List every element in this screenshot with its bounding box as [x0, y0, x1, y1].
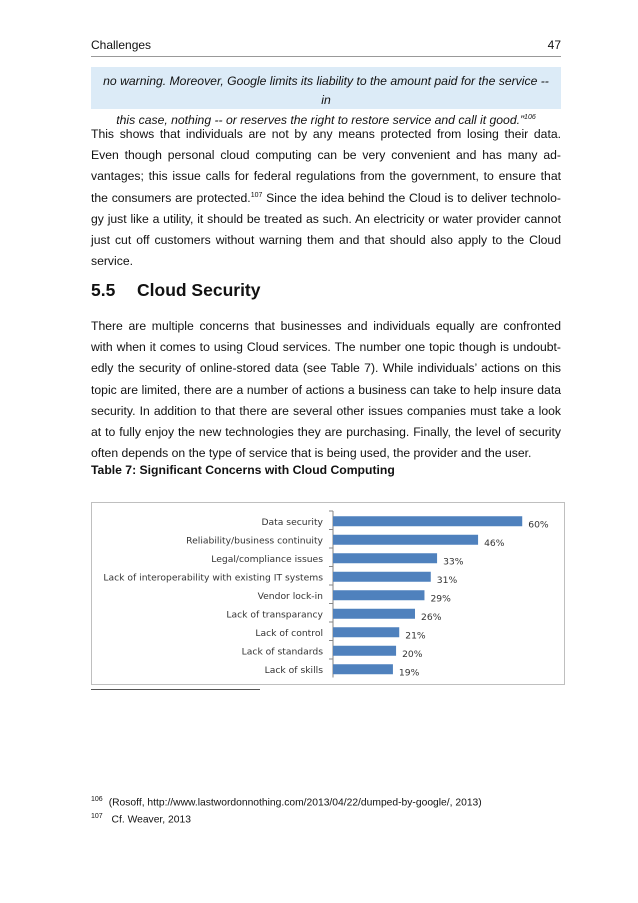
concerns-bar-chart — [92, 503, 566, 686]
bar-data-security — [333, 516, 522, 526]
paragraph-data-protection — [91, 124, 561, 272]
value-label-vendor-lock-in: 29% — [430, 593, 451, 605]
bar-lack-of-interoperability-with-existing-it-systems — [333, 572, 431, 582]
value-label-reliability-business-continuity: 46% — [484, 537, 505, 549]
bar-lack-of-skills — [333, 664, 393, 674]
section-title: Cloud Security — [137, 280, 261, 300]
category-label-lack-of-transparancy: Lack of transparancy — [226, 609, 323, 621]
category-label-reliability-business-continuity: Reliability/business continuity — [186, 535, 323, 547]
footnote-107-text: Cf. Weaver, 2013 — [108, 814, 191, 826]
quote-footnote-ref[interactable]: 106 — [524, 114, 536, 121]
bar-reliability-business-continuity — [333, 535, 478, 545]
section-heading — [91, 280, 261, 301]
table-caption: Table 7: Significant Concerns with Cloud Computing — [91, 463, 395, 477]
bar-vendor-lock-in — [333, 590, 424, 600]
value-label-legal-compliance-issues: 33% — [443, 556, 464, 568]
quote-line-2-text: this case, nothing -- or reserves the right to restore service and call it good.” — [116, 113, 525, 128]
value-label-lack-of-interoperability-with-existing-it-systems: 31% — [436, 574, 458, 586]
value-label-lack-of-transparancy: 26% — [421, 611, 442, 623]
category-label-legal-compliance-issues: Legal/compliance issues — [211, 553, 323, 565]
bar-lack-of-standards — [333, 646, 396, 656]
footnote-divider — [91, 689, 260, 690]
value-label-data-security: 60% — [528, 519, 549, 531]
category-label-data-security: Data security — [261, 516, 323, 528]
footnote-106 — [91, 793, 482, 810]
header-divider — [91, 56, 561, 57]
bar-lack-of-control — [333, 627, 399, 637]
category-label-lack-of-interoperability-with-existing-it-systems: Lack of interoperability with existing IT systems — [103, 572, 323, 584]
category-label-lack-of-standards: Lack of standards — [241, 646, 323, 658]
running-header-title: Challenges — [91, 38, 152, 52]
page-header — [91, 38, 561, 52]
footnotes — [91, 793, 482, 828]
footnote-107 — [91, 810, 482, 827]
category-label-lack-of-skills: Lack of skills — [264, 664, 323, 676]
page-number: 47 — [547, 38, 561, 52]
paragraph-cloud-security: There are multiple concerns that businesses and individuals equally are confronted with when it comes to using Cloud services. The number one topic though is undoubt-edly the security of online-stored data (see Table 7). While individuals’ actions on this topic are limited, there are a number of actions a business can take to help insure data security. In addition to that there are several other issues companies must take a look at to fully enjoy the new technologies they are purchasing. Finally, the level of security often depends on the type of service that is being used, the provider and the user. — [91, 319, 561, 461]
bar-chart-frame — [91, 502, 565, 685]
bar-legal-compliance-issues — [333, 553, 437, 563]
section-number: 5.5 — [91, 280, 116, 300]
block-quote — [91, 67, 561, 128]
footnote-107-number: 107 — [91, 813, 103, 821]
category-label-vendor-lock-in: Vendor lock-in — [257, 590, 323, 602]
paragraph1-part2: Since the idea behind the Cloud is to deliver technolo-gy just like a utility, it should be treated as such. An electricity or water provider cannot just cut off customers without warning them and that should also apply to the Cloud service. — [91, 190, 561, 269]
value-label-lack-of-skills: 19% — [398, 667, 420, 679]
footnote-106-text: (Rosoff, http://www.lastwordonnothing.com/2013/04/22/dumped-by-google/, 2013) — [108, 797, 482, 809]
bar-lack-of-transparancy — [333, 609, 415, 619]
footnote-106-number: 106 — [91, 796, 103, 803]
quote-line-1: no warning. Moreover, Google limits its liability to the amount paid for the service -- in — [103, 74, 549, 107]
value-label-lack-of-standards: 20% — [402, 648, 423, 660]
paragraph1-footnote-ref[interactable]: 107 — [250, 191, 263, 199]
value-label-lack-of-control: 21% — [405, 630, 426, 642]
category-label-lack-of-control: Lack of control — [255, 627, 323, 639]
paragraph1-part1: This shows that individuals are not by any means protected from losing their data. Even though personal cloud computing can be very convenient and has many ad-vantages; this issue calls for federal regulations from the government, to ensure that the consumers are protected. — [91, 127, 561, 205]
